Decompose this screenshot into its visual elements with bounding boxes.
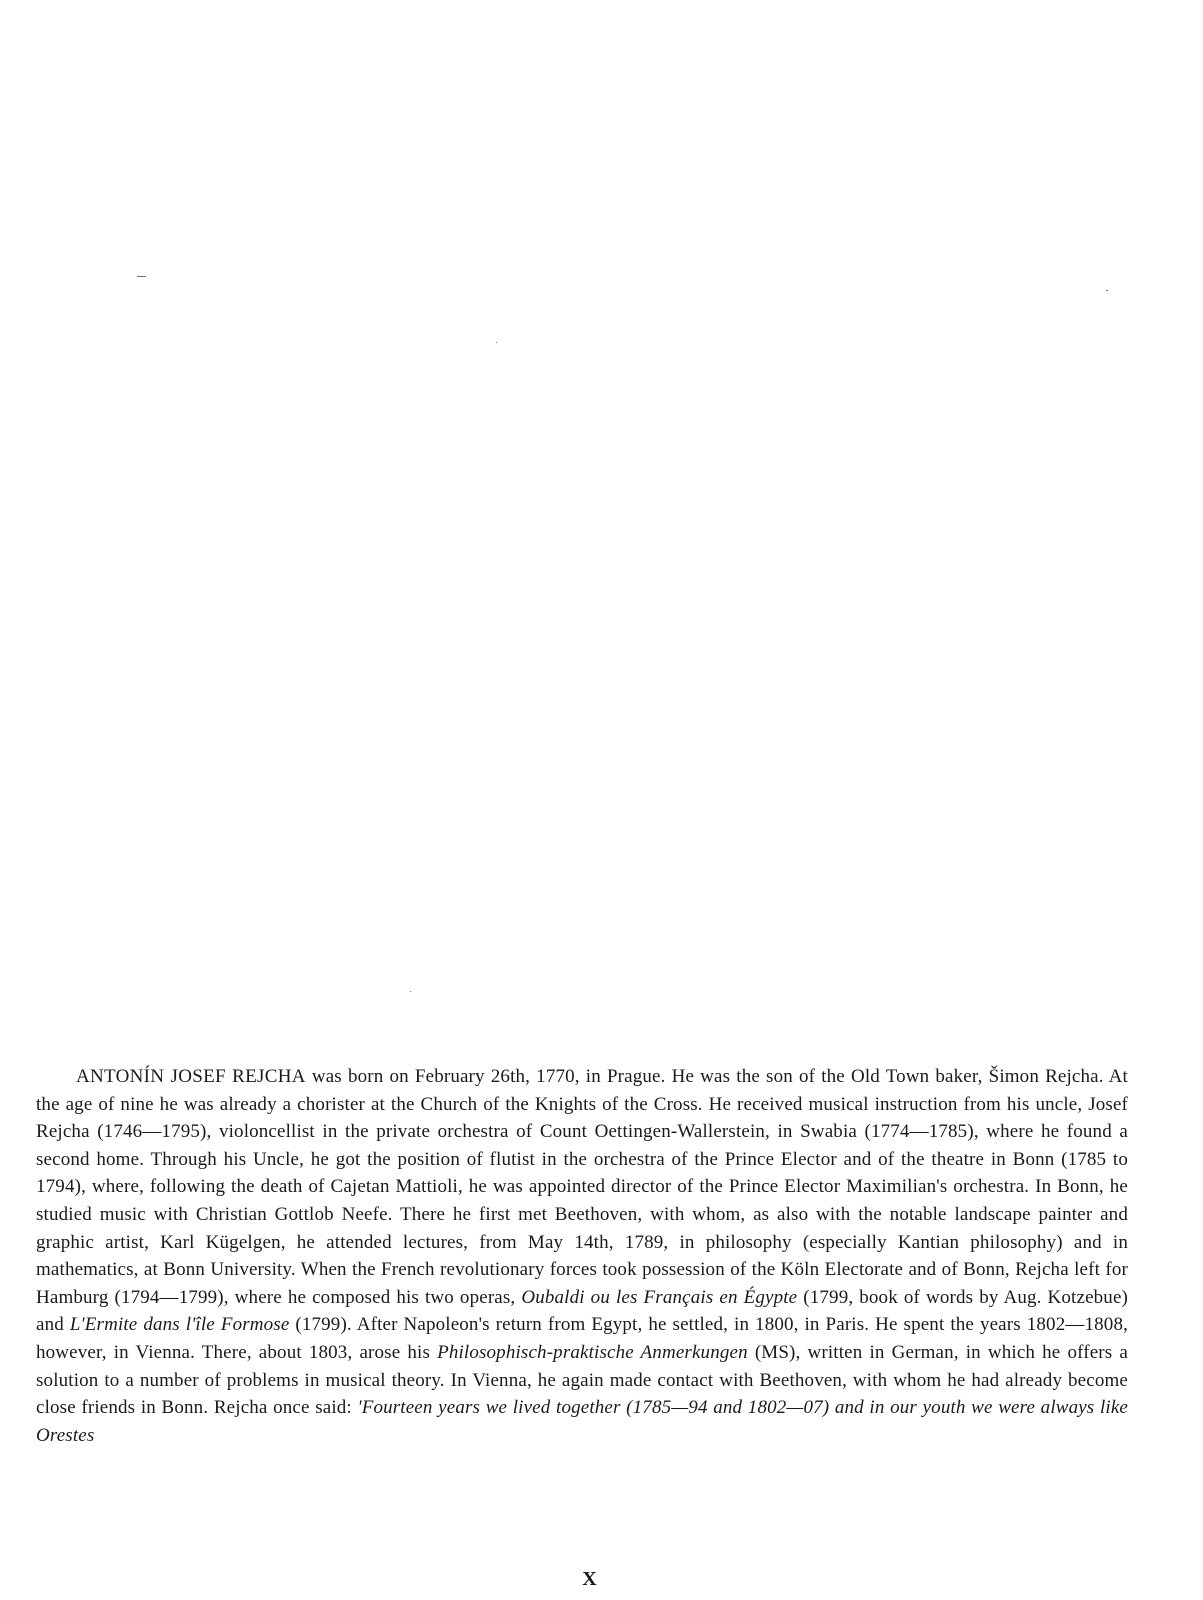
paragraph-text: (1799). After Napoleon's return from Egypt, he settled, in 1800, in Paris. He spent the years 1802—1808, however, in Vienna. There, about 1803, arose his bbox=[36, 1314, 1128, 1363]
scan-mark bbox=[496, 342, 497, 343]
paragraph-text: (MS), written in German, in which he offers a solution to a number of problems in musical theory. In Vienna, he again made contact with Beethoven, with whom he had already become close friends in Bonn. Rejcha once said: bbox=[36, 1341, 1128, 1419]
opera-title: Oubaldi ou les Français en Égypte bbox=[521, 1286, 798, 1308]
scan-mark bbox=[1106, 290, 1108, 291]
scan-mark bbox=[137, 276, 146, 277]
paragraph-lead-caps: ANTONÍN JOSEF REJCHA bbox=[76, 1066, 306, 1087]
page-number: X bbox=[582, 1568, 598, 1590]
opera-title: L'Ermite dans l'île Formose bbox=[69, 1314, 290, 1336]
treatise-title: Philosophisch-praktische Anmerkungen bbox=[437, 1341, 748, 1363]
scan-mark bbox=[410, 991, 411, 992]
paragraph-text: (1799, book of words by Aug. Kotzebue) and bbox=[36, 1286, 1129, 1336]
biography-paragraph bbox=[36, 1063, 1128, 1449]
quotation: 'Fourteen years we lived together (1785—94 and 1802—07) and in our youth we were always like Orestes bbox=[36, 1397, 1128, 1446]
paragraph-text: was born on February 26th, 1770, in Prague. He was the son of the Old Town baker, Šimon Rejcha. At the age of nine he was already a chorister at the Church of the Knights of the Cross. He received musical instruction from his uncle, Josef Rejcha (1746—1795), violoncellist in the private orchestra of Count Oettingen-Wallerstein, in Swabia (1774—1785), where he found a second home. Through his Uncle, he got the position of flutist in the orchestra of the Prince Elector and of the theatre in Bonn (1785 to 1794), where, following the death of Cajetan Mattioli, he was appointed director of the Prince Elector Maximilian's orchestra. In Bonn, he studied music with Christian Gottlob Neefe. There he first met Beethoven, with whom, as also with the notable landscape painter and graphic artist, Karl Kügelgen, he attended lectures, from May 14th, 1789, in philosophy (especially Kantian philosophy) and in mathematics, at Bonn University. When the French revolutionary forces took possession of the Köln Electorate and of Bonn, Rejcha left for Hamburg (1794—1799), where he composed his two operas, bbox=[36, 1066, 1128, 1308]
